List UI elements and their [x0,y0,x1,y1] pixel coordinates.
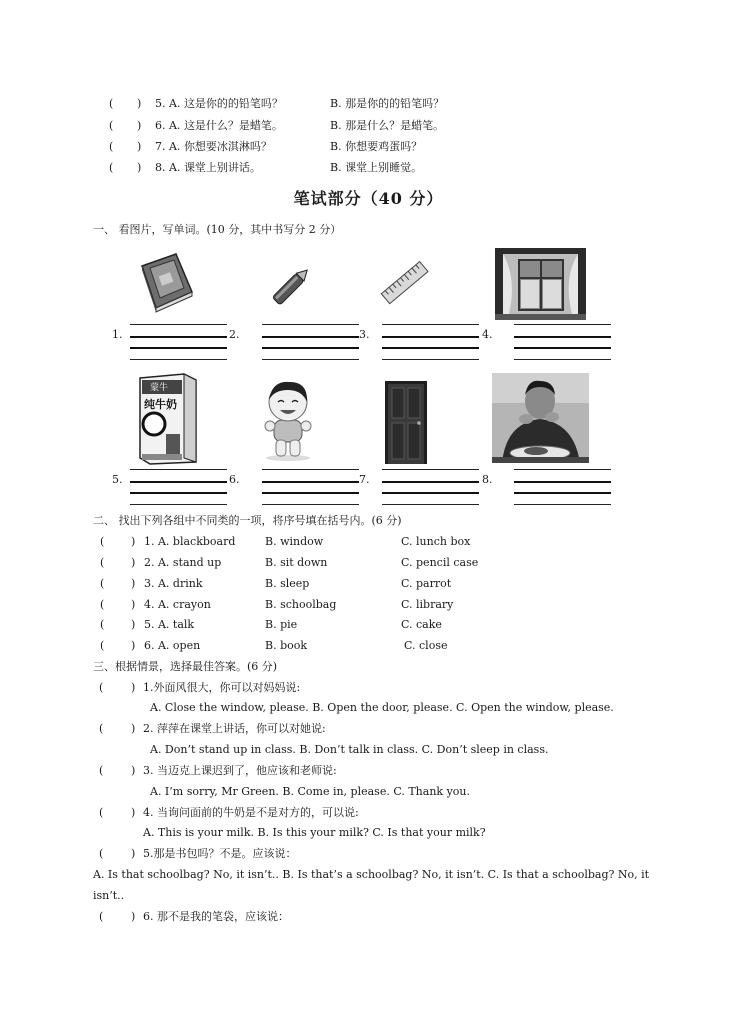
option-b: B. sit down [265,556,328,569]
answer-paren-close: ) [131,639,136,652]
answer-paren-close: ) [131,681,136,694]
window-picture [495,248,586,320]
writing-line[interactable] [382,324,479,325]
writing-line[interactable] [382,336,479,338]
milk-brand-text: 蒙牛 [150,383,169,393]
writing-line[interactable] [130,481,227,483]
question-4: 4. 当询问面前的牛奶是不是对方的，可以说: [143,806,359,819]
blank-number-6: 6. [229,473,240,486]
writing-line[interactable] [130,324,227,325]
option-a: 6. A. open [144,639,201,652]
question-6: 6. 那不是我的笔袋，应该说： [143,910,289,923]
writing-line[interactable] [262,324,359,325]
answer-paren: ( [100,577,105,590]
blank-number-7: 7. [359,473,370,486]
writing-line[interactable] [382,347,479,349]
question-3-options: A. I’m sorry, Mr Green. B. Come in, please. C. Thank you. [150,785,470,798]
option-b: B. sleep [265,577,310,590]
option-c: C. parrot [401,577,452,590]
option-a: 3. A. drink [144,577,203,590]
writing-line[interactable] [130,359,227,360]
writing-line[interactable] [514,492,611,494]
item-7-option-b: B. 你想要鸡蛋吗？ [330,140,423,153]
writing-line[interactable] [262,481,359,483]
answer-paren-close: ) [131,722,136,735]
boy-picture [258,376,318,462]
answer-paren: ( [100,535,105,548]
answer-paren: ( [109,161,114,174]
writing-line[interactable] [382,481,479,483]
option-a: 1. A. blackboard [144,535,236,548]
writing-line[interactable] [262,336,359,338]
question-5-options: A. Is that schoolbag? No, it isn’t.. B. Is that’s a schoolbag? No, it isn’t. C. Is that a schoolbag? No, it [93,868,650,881]
option-b: B. book [265,639,308,652]
writing-line[interactable] [382,469,479,470]
answer-paren: ( [99,722,104,735]
answer-paren: ( [100,639,105,652]
milk-carton-picture [136,372,198,466]
answer-paren-close: ) [137,119,142,132]
writing-line[interactable] [130,336,227,338]
blank-number-8: 8. [482,473,493,486]
option-b: B. schoolbag [265,598,337,611]
writing-line[interactable] [382,492,479,494]
question-3: 3. 当迈克上课迟到了，他应该和老师说: [143,764,337,777]
item-6-option-b: B. 那是什么？是蜡笔。 [330,119,445,132]
writing-line[interactable] [262,359,359,360]
writing-line[interactable] [262,492,359,494]
option-c: C. cake [401,618,442,631]
answer-paren: ( [109,97,114,110]
item-5-option-a: 5. A. 这是你的的铅笔吗？ [155,97,283,110]
writing-line[interactable] [514,347,611,349]
blank-number-4: 4. [482,328,493,341]
ruler-picture [380,258,430,308]
question-1: 1.外面风很大，你可以对妈妈说: [143,681,301,694]
option-a: 4. A. crayon [144,598,211,611]
blank-number-5: 5. [112,473,123,486]
item-6-option-a: 6. A. 这是什么？是蜡笔。 [155,119,283,132]
writing-line[interactable] [514,336,611,338]
writing-line[interactable] [514,469,611,470]
option-b: B. window [265,535,324,548]
writing-line[interactable] [514,324,611,325]
answer-paren-close: ) [131,535,136,548]
item-7-option-a: 7. A. 你想要冰淇淋吗？ [155,140,272,153]
answer-paren-close: ) [137,161,142,174]
book-picture [136,252,196,314]
answer-paren-close: ) [131,598,136,611]
answer-paren: ( [99,910,104,923]
writing-line[interactable] [262,504,359,505]
section-2-heading: 二、 找出下列各组中不同类的一项，将序号填在括号内。(6 分) [93,514,402,527]
answer-paren: ( [109,140,114,153]
writing-line[interactable] [130,504,227,505]
answer-paren: ( [100,556,105,569]
writing-line[interactable] [514,359,611,360]
writing-line[interactable] [262,469,359,470]
answer-paren: ( [100,598,105,611]
option-a: 5. A. talk [144,618,195,631]
section-1-heading: 一、 看图片，写单词。(10 分，其中书写分 2 分） [93,223,342,236]
option-a: 2. A. stand up [144,556,222,569]
item-8-option-a: 8. A. 课堂上别讲话。 [155,161,261,174]
writing-line[interactable] [262,347,359,349]
question-1-options: A. Close the window, please. B. Open the door, please. C. Open the window, please. [150,701,614,714]
man-eating-picture [492,373,589,463]
option-c: C. lunch box [401,535,471,548]
question-2-options: A. Don’t stand up in class. B. Don’t talk in class. C. Don’t sleep in class. [150,743,549,756]
answer-paren: ( [100,618,105,631]
item-8-option-b: B. 课堂上别睡觉。 [330,161,423,174]
question-5-options-wrap: isn’t.. [93,889,125,902]
writing-line[interactable] [130,492,227,494]
answer-paren: ( [109,119,114,132]
answer-paren-close: ) [131,556,136,569]
answer-paren-close: ) [131,577,136,590]
pencil-picture [268,262,316,310]
section-3-heading: 三、根据情景，选择最佳答案。(6 分) [93,660,278,673]
door-picture [385,381,427,464]
writing-line[interactable] [382,359,479,360]
answer-paren-close: ) [131,764,136,777]
option-c: C. library [401,598,454,611]
answer-paren-close: ) [131,618,136,631]
writing-line[interactable] [130,469,227,470]
answer-paren: ( [99,847,104,860]
milk-name-text: 纯牛奶 [144,398,177,411]
question-2: 2. 萍萍在课堂上讲话，你可以对她说: [143,722,326,735]
answer-paren-close: ) [137,97,142,110]
answer-paren-close: ) [131,847,136,860]
option-c: C. close [404,639,448,652]
writing-line[interactable] [382,504,479,505]
question-5: 5.那是书包吗？不是。应该说： [143,847,297,860]
answer-paren: ( [99,764,104,777]
answer-paren: ( [99,681,104,694]
written-part-title: 笔试部分（40 分） [293,189,444,208]
question-4-options: A. This is your milk. B. Is this your milk? C. Is that your milk? [143,826,486,839]
answer-paren: ( [99,806,104,819]
blank-number-1: 1. [112,328,123,341]
option-b: B. pie [265,618,298,631]
writing-line[interactable] [514,504,611,505]
answer-paren-close: ) [131,806,136,819]
writing-line[interactable] [130,347,227,349]
blank-number-3: 3. [359,328,370,341]
blank-number-2: 2. [229,328,240,341]
answer-paren-close: ) [137,140,142,153]
writing-line[interactable] [514,481,611,483]
option-c: C. pencil case [401,556,479,569]
item-5-option-b: B. 那是你的的铅笔吗？ [330,97,445,110]
answer-paren-close: ) [131,910,136,923]
